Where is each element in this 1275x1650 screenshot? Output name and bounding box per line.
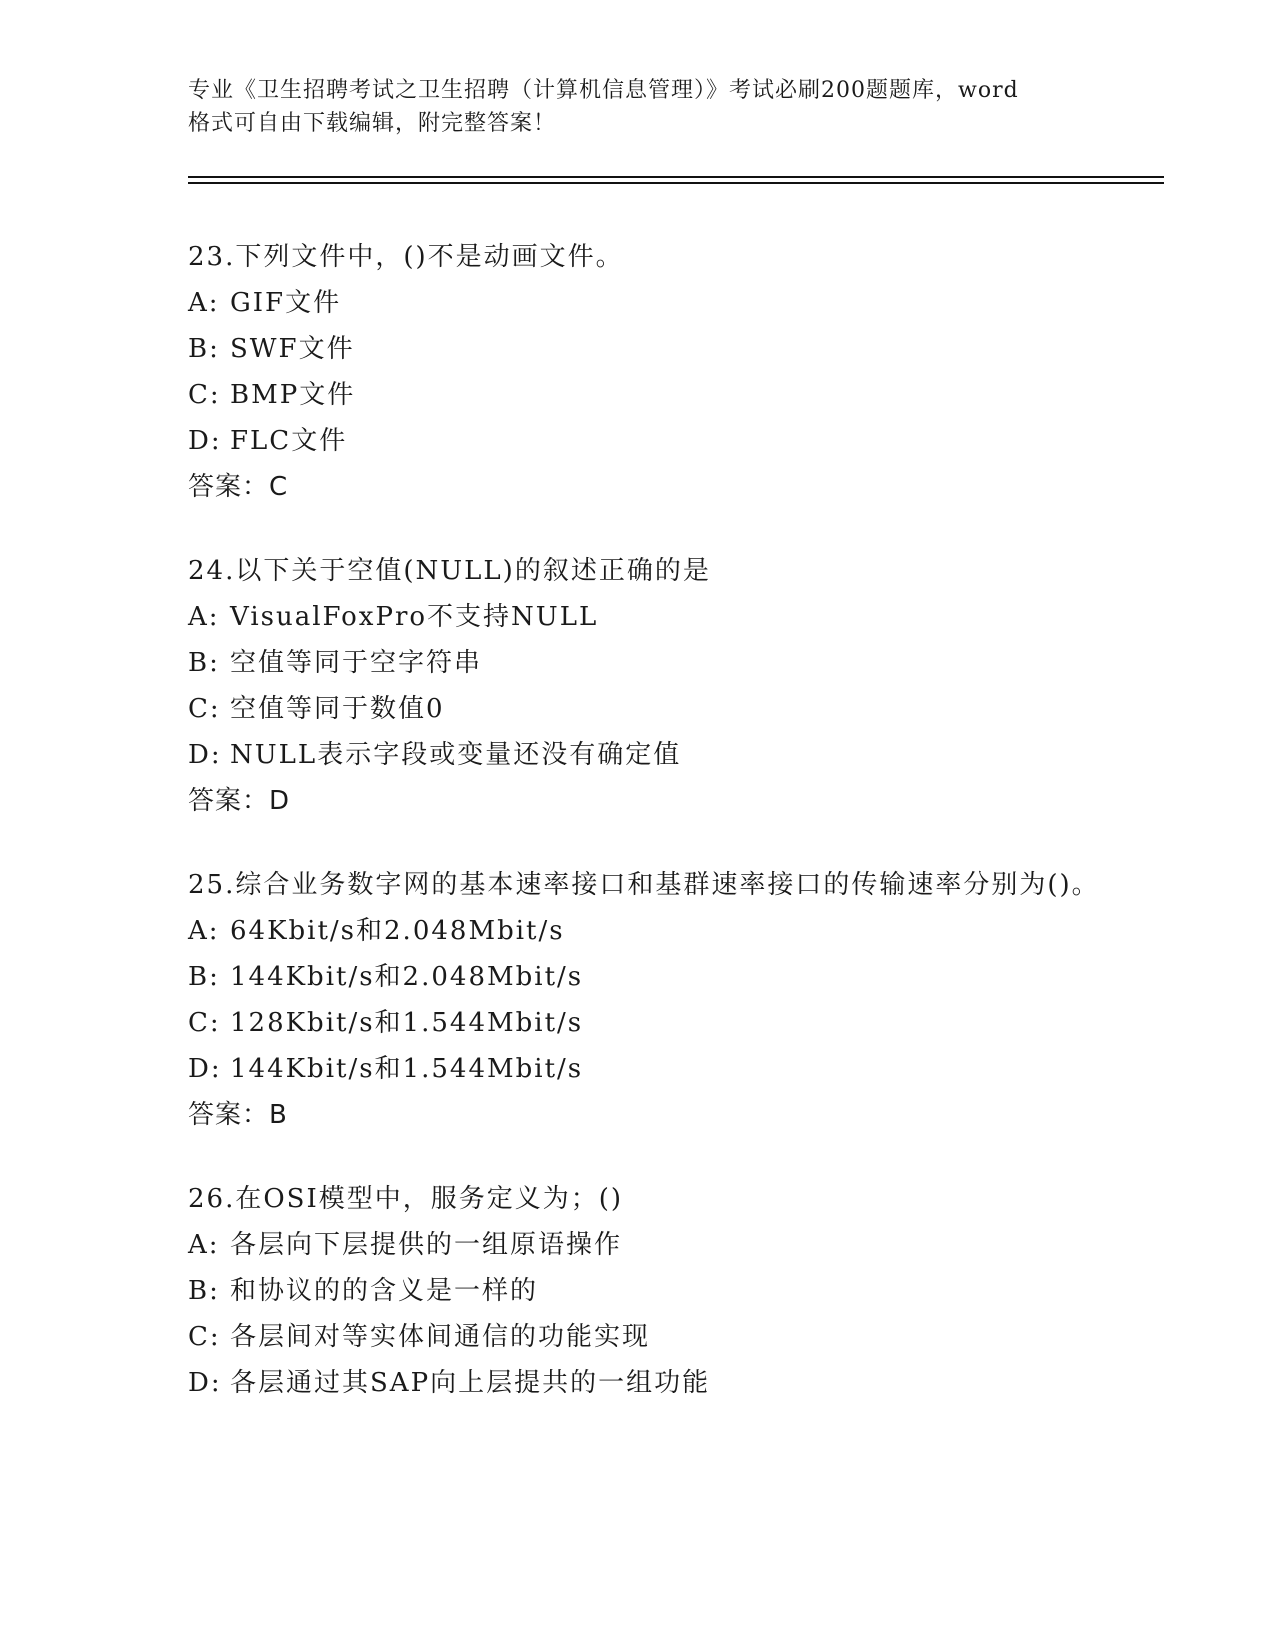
option-text: 空值等同于数值0: [230, 694, 445, 724]
option-text: FLC文件: [230, 426, 348, 456]
option-text: 128Kbit/s和1.544Mbit/s: [230, 1008, 584, 1038]
option-d: [188, 418, 1148, 464]
option-letter: C:: [188, 380, 221, 410]
option-letter: B:: [188, 1276, 220, 1306]
option-text: 各层向下层提供的一组原语操作: [230, 1230, 623, 1260]
header-line-2: 格式可自由下载编辑，附完整答案！: [188, 111, 557, 136]
answer-line: 答案：B: [188, 1100, 288, 1130]
question-stem: 25.综合业务数字网的基本速率接口和基群速率接口的传输速率分别为()。: [188, 870, 1100, 900]
option-text: VisualFoxPro不支持NULL: [230, 602, 599, 632]
option-b: [188, 1268, 1148, 1314]
option-text: 各层通过其SAP向上层提共的一组功能: [230, 1368, 711, 1398]
option-text: 各层间对等实体间通信的功能实现: [230, 1322, 651, 1352]
option-d: [188, 1046, 1148, 1092]
option-a: [188, 594, 1148, 640]
option-letter: C:: [188, 694, 221, 724]
header-divider-top: [188, 176, 1164, 178]
option-text: GIF文件: [230, 288, 342, 318]
header-line-1: 专业《卫生招聘考试之卫生招聘（计算机信息管理）》考试必刷200题题库，word: [188, 78, 1019, 103]
option-a: [188, 280, 1148, 326]
option-a: [188, 908, 1148, 954]
option-letter: C:: [188, 1008, 221, 1038]
option-letter: D:: [188, 740, 222, 770]
option-text: SWF文件: [230, 334, 355, 364]
option-letter: D:: [188, 1368, 222, 1398]
document-header: [188, 74, 1108, 140]
option-letter: A:: [188, 288, 220, 318]
option-c: [188, 372, 1148, 418]
option-letter: A:: [188, 602, 220, 632]
option-text: 144Kbit/s和1.544Mbit/s: [230, 1054, 584, 1084]
question-23: [188, 234, 1148, 510]
option-b: [188, 640, 1148, 686]
question-list: [188, 234, 1148, 1444]
option-letter: D:: [188, 426, 222, 456]
option-letter: C:: [188, 1322, 221, 1352]
option-c: [188, 686, 1148, 732]
question-stem: 23.下列文件中，()不是动画文件。: [188, 242, 624, 272]
answer-line: 答案：C: [188, 472, 289, 502]
option-letter: B:: [188, 962, 220, 992]
option-text: BMP文件: [230, 380, 356, 410]
question-stem: 26.在OSI模型中，服务定义为；(): [188, 1184, 624, 1214]
option-text: 和协议的的含义是一样的: [230, 1276, 539, 1306]
option-c: [188, 1000, 1148, 1046]
option-letter: A:: [188, 916, 220, 946]
option-b: [188, 954, 1148, 1000]
question-26: [188, 1176, 1148, 1406]
option-d: [188, 732, 1148, 778]
option-letter: D:: [188, 1054, 222, 1084]
question-stem: 24.以下关于空值(NULL)的叙述正确的是: [188, 556, 711, 586]
option-text: 144Kbit/s和2.048Mbit/s: [230, 962, 584, 992]
option-d: [188, 1360, 1148, 1406]
option-letter: B:: [188, 334, 220, 364]
option-letter: A:: [188, 1230, 220, 1260]
option-a: [188, 1222, 1148, 1268]
option-text: NULL表示字段或变量还没有确定值: [230, 740, 682, 770]
header-divider-bottom: [188, 182, 1164, 184]
option-letter: B:: [188, 648, 220, 678]
question-24: [188, 548, 1148, 824]
option-b: [188, 326, 1148, 372]
option-c: [188, 1314, 1148, 1360]
question-25: [188, 862, 1148, 1138]
option-text: 空值等同于空字符串: [230, 648, 483, 678]
option-text: 64Kbit/s和2.048Mbit/s: [230, 916, 565, 946]
answer-line: 答案：D: [188, 786, 291, 816]
